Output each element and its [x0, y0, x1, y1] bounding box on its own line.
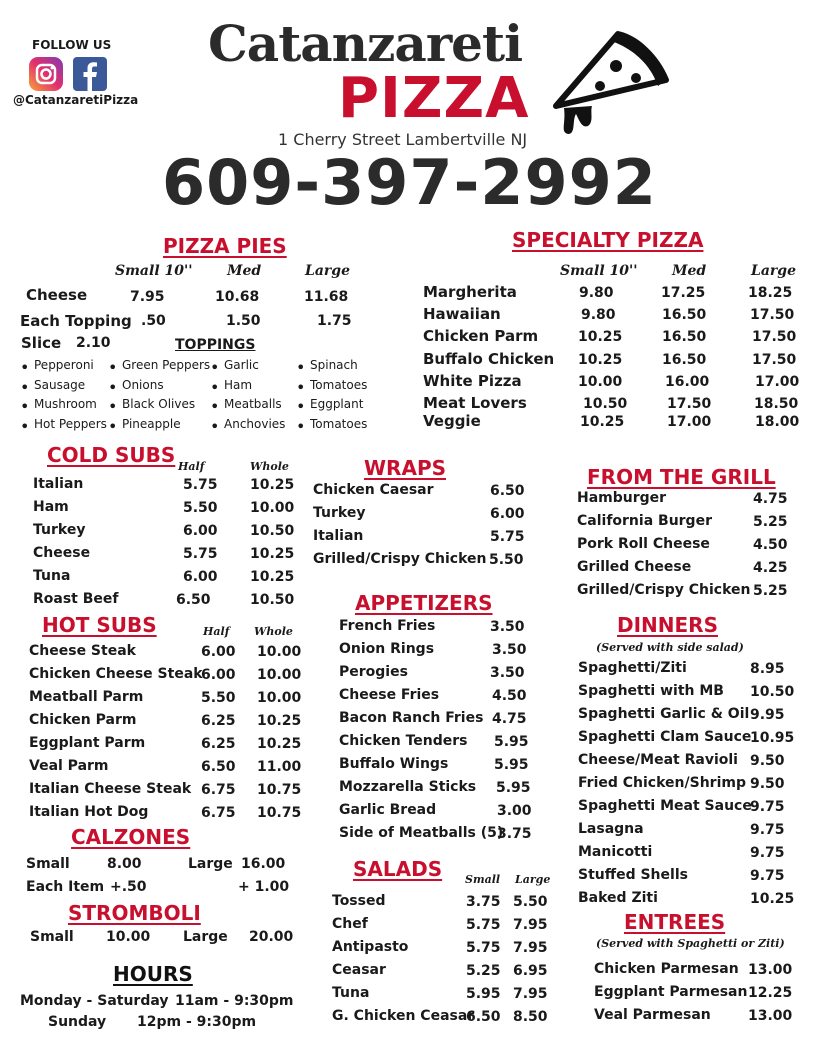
toppings-list	[20, 358, 380, 434]
bullet-icon: •	[20, 358, 30, 377]
salad-small: 5.95	[466, 986, 501, 1002]
wrap-price: 5.75	[490, 529, 525, 545]
hours-days-1: Monday - Saturday	[20, 993, 169, 1009]
hot-sub-whole: 10.75	[257, 805, 302, 821]
topping-item: Tomatoes	[310, 416, 368, 431]
salad-small: 6.50	[466, 1009, 501, 1025]
specialty-item-name: Chicken Parm	[423, 327, 539, 345]
appetizers-title: APPETIZERS	[355, 591, 493, 615]
dinner-name: Fried Chicken/Shrimp	[578, 775, 746, 791]
appetizer-name: Buffalo Wings	[339, 756, 449, 772]
grill-item-price: 4.25	[753, 560, 788, 576]
hot-sub-half: 5.50	[201, 690, 236, 706]
topping-item: Pepperoni	[34, 358, 94, 372]
specialty-item-large: 17.00	[755, 374, 800, 390]
wrap-price: 5.50	[489, 552, 524, 568]
entrees-note: (Served with Spaghetti or Ziti)	[596, 937, 785, 950]
dinner-name: Lasagna	[578, 821, 644, 837]
cold-sub-whole: 10.25	[250, 546, 295, 562]
appetizer-price: 4.75	[492, 711, 527, 727]
salad-large: 7.95	[513, 986, 548, 1002]
grill-item-price: 4.75	[753, 491, 788, 507]
wraps-title: WRAPS	[364, 456, 447, 480]
wrap-name: Turkey	[313, 505, 366, 521]
topping-item: Spinach	[310, 358, 358, 372]
dinner-price: 9.75	[750, 799, 785, 815]
stromboli-large: Large	[183, 929, 228, 945]
dinner-name: Spaghetti/Ziti	[578, 660, 687, 676]
dinners-note: (Served with side salad)	[596, 641, 744, 654]
bullet-icon: •	[108, 416, 118, 436]
slice-label: Slice	[21, 334, 62, 352]
grill-item-price: 5.25	[753, 583, 788, 599]
calzone-each-large: + 1.00	[238, 879, 290, 895]
topping-item: Pineapple	[122, 416, 181, 431]
bullet-icon: •	[210, 377, 220, 397]
entree-name: Chicken Parmesan	[594, 961, 739, 977]
wrap-name: Italian	[313, 528, 364, 544]
stromboli-title: STROMBOLI	[68, 901, 201, 925]
appetizer-name: Onion Rings	[339, 641, 435, 657]
cold-sub-half: 6.00	[183, 569, 218, 585]
cold-sub-whole: 10.25	[250, 569, 295, 585]
grill-item-name: Pork Roll Cheese	[577, 536, 710, 552]
hot-sub-name: Italian Hot Dog	[29, 804, 149, 820]
topping-item: Green Peppers	[122, 358, 211, 372]
calzones-title: CALZONES	[71, 825, 191, 849]
dinner-name: Spaghetti with MB	[578, 683, 724, 699]
hot-sub-half: 6.50	[201, 759, 236, 775]
appetizer-name: French Fries	[339, 618, 436, 634]
bullet-icon: •	[210, 397, 220, 416]
specialty-item-small: 10.50	[583, 396, 628, 412]
specialty-item-large: 18.25	[748, 285, 793, 301]
pie-topping: Each Topping	[20, 312, 132, 330]
dinner-price: 9.95	[750, 707, 785, 723]
dinner-price: 9.75	[750, 822, 785, 838]
calzone-small-price: 8.00	[107, 856, 142, 872]
appetizer-price: 4.50	[492, 688, 527, 704]
salad-name: Tossed	[332, 893, 386, 909]
appetizer-name: Garlic Bread	[339, 802, 437, 818]
salad-large: 7.95	[513, 917, 548, 933]
topping-item: Anchovies	[224, 416, 286, 431]
pie-topping-small: .50	[141, 313, 166, 329]
hot-sub-name: Chicken Cheese Steak	[29, 666, 203, 682]
appetizer-name: Bacon Ranch Fries	[339, 710, 484, 726]
salads-title: SALADS	[353, 857, 443, 881]
calzone-each-small: +.50	[110, 879, 147, 895]
specialty-item-name: Buffalo Chicken	[423, 350, 555, 368]
appetizer-name: Cheese Fries	[339, 687, 440, 703]
specialty-item-small: 10.00	[578, 374, 623, 390]
col-large: Large	[305, 263, 350, 279]
wrap-name: Grilled/Crispy Chicken	[313, 551, 487, 567]
dinner-price: 8.95	[750, 661, 785, 677]
toppings-title: TOPPINGS	[175, 337, 256, 353]
appetizer-price: 3.50	[492, 642, 527, 658]
hot-sub-half: 6.00	[201, 667, 236, 683]
hot-sub-whole: 11.00	[257, 759, 302, 775]
bullet-icon: •	[296, 358, 306, 377]
instagram-icon[interactable]	[29, 57, 63, 91]
wrap-name: Chicken Caesar	[313, 482, 434, 498]
dinner-name: Manicotti	[578, 844, 653, 860]
topping-item: Black Olives	[122, 397, 196, 411]
hot-sub-whole: 10.00	[257, 667, 302, 683]
hot-sub-name: Veal Parm	[29, 758, 109, 774]
hot-sub-half: 6.75	[201, 805, 236, 821]
appetizer-name: Mozzarella Sticks	[339, 779, 477, 795]
salad-name: G. Chicken Ceasar	[332, 1008, 475, 1024]
bullet-icon: •	[20, 416, 30, 436]
appetizer-name: Perogies	[339, 664, 408, 680]
spec-col-large: Large	[751, 263, 796, 279]
specialty-item-small: 10.25	[578, 329, 623, 345]
stromboli-small: Small	[30, 929, 74, 945]
hot-sub-half: 6.25	[201, 736, 236, 752]
dinners-title: DINNERS	[617, 613, 718, 637]
specialty-item-name: White Pizza	[423, 372, 522, 390]
calzone-large-price: 16.00	[241, 856, 286, 872]
dinner-name: Stuffed Shells	[578, 867, 688, 883]
hours-days-2: Sunday	[48, 1014, 107, 1030]
cold-sub-whole: 10.50	[250, 523, 295, 539]
salad-large: 5.50	[513, 894, 548, 910]
dinner-price: 9.75	[750, 845, 785, 861]
hot-sub-half: 6.00	[201, 644, 236, 660]
salad-name: Antipasto	[332, 939, 409, 955]
specialty-item-large: 17.50	[750, 307, 795, 323]
specialty-item-med: 16.50	[662, 352, 707, 368]
hours-time-2: 12pm - 9:30pm	[137, 1014, 257, 1030]
cold-sub-half: 6.00	[183, 523, 218, 539]
cold-sub-half: 6.50	[176, 592, 211, 608]
grill-item-name: Grilled/Crispy Chicken	[577, 582, 751, 598]
cold-sub-name: Turkey	[33, 522, 86, 538]
salad-name: Ceasar	[332, 962, 386, 978]
salad-small: 3.75	[466, 894, 501, 910]
hot-col-half: Half	[203, 625, 230, 638]
cold-sub-half: 5.50	[183, 500, 218, 516]
hot-sub-whole: 10.25	[257, 713, 302, 729]
dinner-name: Baked Ziti	[578, 890, 658, 906]
brand-pizza: PIZZA	[338, 66, 530, 131]
bullet-icon: •	[20, 377, 30, 397]
wrap-price: 6.00	[490, 506, 525, 522]
slice-price: 2.10	[76, 335, 111, 351]
hot-sub-name: Eggplant Parm	[29, 735, 146, 751]
hot-sub-whole: 10.00	[257, 644, 302, 660]
grill-item-name: Grilled Cheese	[577, 559, 692, 575]
salad-name: Tuna	[332, 985, 370, 1001]
salad-col-small: Small	[465, 873, 501, 886]
appetizer-price: 3.75	[497, 826, 532, 842]
salad-large: 7.95	[513, 940, 548, 956]
hours-title: HOURS	[113, 962, 193, 986]
bullet-icon: •	[108, 377, 118, 397]
grill-item-name: Hamburger	[577, 490, 667, 506]
bullet-icon: •	[20, 397, 30, 416]
pie-cheese-small: 7.95	[130, 289, 165, 305]
pizza-pies-title: PIZZA PIES	[163, 234, 287, 258]
dinner-name: Spaghetti Garlic & Oil	[578, 706, 750, 722]
dinner-name: Cheese/Meat Ravioli	[578, 752, 738, 768]
salad-col-large: Large	[515, 873, 551, 886]
dinner-price: 9.50	[750, 753, 785, 769]
appetizer-price: 3.50	[490, 665, 525, 681]
specialty-item-med: 17.25	[661, 285, 706, 301]
stromboli-small-price: 10.00	[106, 929, 151, 945]
entree-name: Veal Parmesan	[594, 1007, 711, 1023]
specialty-item-small: 10.25	[580, 414, 625, 430]
bullet-icon: •	[108, 397, 118, 416]
pie-cheese: Cheese	[26, 286, 88, 304]
salad-name: Chef	[332, 916, 368, 932]
topping-item: Sausage	[34, 377, 86, 392]
dinner-price: 10.95	[750, 730, 795, 746]
spec-col-med: Med	[672, 263, 707, 279]
appetizer-price: 3.00	[497, 803, 532, 819]
topping-item: Meatballs	[224, 397, 282, 411]
specialty-item-large: 18.50	[754, 396, 799, 412]
entree-name: Eggplant Parmesan	[594, 984, 748, 1000]
specialty-item-small: 9.80	[579, 285, 614, 301]
topping-item: Tomatoes	[310, 377, 368, 392]
specialty-item-name: Meat Lovers	[423, 394, 527, 412]
appetizer-price: 5.95	[494, 734, 529, 750]
dinner-name: Spaghetti Clam Sauce	[578, 729, 752, 745]
cold-sub-name: Roast Beef	[33, 591, 119, 607]
cold-col-half: Half	[178, 460, 205, 473]
cold-sub-half: 5.75	[183, 546, 218, 562]
hot-sub-name: Chicken Parm	[29, 712, 137, 728]
cold-sub-name: Italian	[33, 476, 84, 492]
cold-sub-whole: 10.00	[250, 500, 295, 516]
appetizer-name: Side of Meatballs (5)	[339, 825, 504, 841]
facebook-icon[interactable]	[73, 57, 107, 91]
topping-item: Garlic	[224, 358, 259, 372]
hot-subs-title: HOT SUBS	[42, 613, 157, 637]
salad-small: 5.75	[466, 917, 501, 933]
phone-number[interactable]: 609-397-2992	[162, 146, 657, 219]
spec-col-small: Small 10''	[560, 263, 638, 279]
hot-sub-half: 6.25	[201, 713, 236, 729]
specialty-item-large: 18.00	[755, 414, 800, 430]
cold-subs-title: COLD SUBS	[47, 443, 176, 467]
cold-sub-whole: 10.25	[250, 477, 295, 493]
dinner-price: 10.50	[750, 684, 795, 700]
entrees-title: ENTREES	[624, 910, 726, 934]
bullet-icon: •	[210, 358, 220, 377]
cold-sub-whole: 10.50	[250, 592, 295, 608]
specialty-item-med: 16.50	[662, 307, 707, 323]
specialty-item-med: 16.50	[662, 329, 707, 345]
cold-sub-name: Tuna	[33, 568, 71, 584]
topping-item: Hot Peppers	[34, 416, 107, 431]
calzone-each: Each Item	[26, 879, 105, 895]
entree-price: 12.25	[748, 985, 793, 1001]
entree-price: 13.00	[748, 962, 793, 978]
grill-item-price: 4.50	[753, 537, 788, 553]
topping-item: Mushroom	[34, 397, 97, 411]
salad-large: 6.95	[513, 963, 548, 979]
topping-item: Eggplant	[310, 397, 364, 411]
cold-sub-name: Ham	[33, 499, 69, 515]
hot-sub-half: 6.75	[201, 782, 236, 798]
specialty-title: SPECIALTY PIZZA	[512, 228, 704, 252]
pie-topping-large: 1.75	[317, 313, 352, 329]
bullet-icon: •	[108, 358, 118, 377]
address: 1 Cherry Street Lambertville NJ	[278, 130, 528, 149]
cold-sub-name: Cheese	[33, 545, 91, 561]
hours-time-1: 11am - 9:30pm	[175, 993, 294, 1009]
appetizer-name: Chicken Tenders	[339, 733, 468, 749]
dinner-price: 10.25	[750, 891, 795, 907]
specialty-item-large: 17.50	[752, 352, 797, 368]
hot-sub-whole: 10.75	[257, 782, 302, 798]
grill-item-price: 5.25	[753, 514, 788, 530]
hot-sub-whole: 10.25	[257, 736, 302, 752]
pie-cheese-large: 11.68	[304, 289, 349, 305]
topping-item: Ham	[224, 377, 253, 392]
topping-item: Onions	[122, 377, 164, 392]
salad-small: 5.75	[466, 940, 501, 956]
specialty-item-name: Hawaiian	[423, 305, 501, 323]
hot-sub-name: Cheese Steak	[29, 643, 136, 659]
wrap-price: 6.50	[490, 483, 525, 499]
hot-sub-name: Meatball Parm	[29, 689, 144, 705]
specialty-item-med: 16.00	[665, 374, 710, 390]
col-med: Med	[227, 263, 262, 279]
cold-sub-half: 5.75	[183, 477, 218, 493]
bullet-icon: •	[210, 416, 220, 436]
pie-cheese-med: 10.68	[215, 289, 260, 305]
grill-title: FROM THE GRILL	[587, 465, 776, 489]
entree-price: 13.00	[748, 1008, 793, 1024]
dinner-price: 9.75	[750, 868, 785, 884]
social-handle[interactable]: @CatanzaretiPizza	[13, 93, 139, 107]
specialty-item-name: Margherita	[423, 283, 517, 301]
hot-sub-whole: 10.00	[257, 690, 302, 706]
col-small: Small 10''	[115, 263, 193, 279]
brand-name: Catanzareti	[208, 14, 523, 73]
calzone-large: Large	[188, 856, 233, 872]
salad-small: 5.25	[466, 963, 501, 979]
specialty-item-small: 9.80	[581, 307, 616, 323]
calzone-small: Small	[26, 856, 70, 872]
specialty-item-med: 17.50	[667, 396, 712, 412]
dinner-price: 9.50	[750, 776, 785, 792]
appetizer-price: 3.50	[490, 619, 525, 635]
specialty-item-small: 10.25	[578, 352, 623, 368]
pizza-slice-logo	[546, 28, 672, 138]
bullet-icon: •	[296, 397, 306, 416]
hot-col-whole: Whole	[254, 625, 293, 638]
appetizer-price: 5.95	[496, 780, 531, 796]
cold-col-whole: Whole	[250, 460, 289, 473]
bullet-icon: •	[296, 377, 306, 397]
specialty-item-large: 17.50	[752, 329, 797, 345]
grill-item-name: California Burger	[577, 513, 712, 529]
follow-us-label: FOLLOW US	[32, 38, 112, 52]
pie-topping-med: 1.50	[226, 313, 261, 329]
hot-sub-name: Italian Cheese Steak	[29, 781, 192, 797]
bullet-icon: •	[296, 416, 306, 436]
stromboli-large-price: 20.00	[249, 929, 294, 945]
dinner-name: Spaghetti Meat Sauce	[578, 798, 752, 814]
specialty-item-med: 17.00	[667, 414, 712, 430]
specialty-item-name: Veggie	[423, 412, 481, 430]
appetizer-price: 5.95	[494, 757, 529, 773]
salad-large: 8.50	[513, 1009, 548, 1025]
